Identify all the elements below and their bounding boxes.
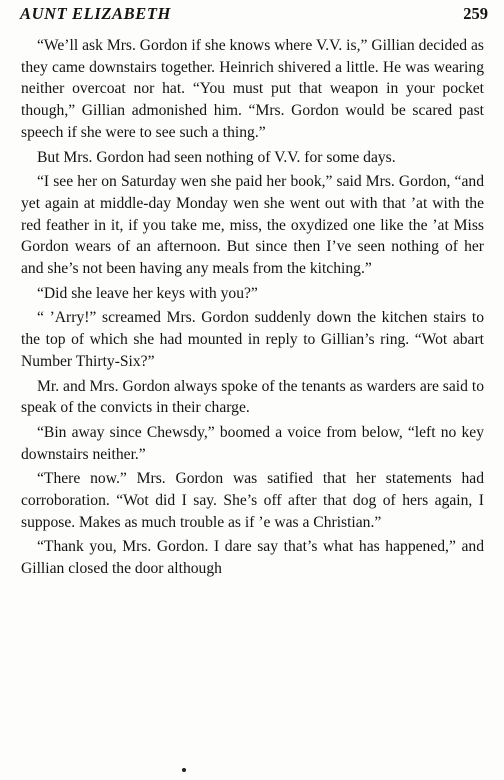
print-speck	[182, 768, 186, 772]
paragraph: “ ’Arry!” screamed Mrs. Gordon suddenly down the kitchen stairs to the top of which she had mounted in reply to Gillian’s ring. “Wot abart Number Thirty-Six?”	[21, 309, 484, 370]
paragraph: But Mrs. Gordon had seen nothing of V.V. for some days.	[37, 148, 396, 166]
paragraph: “We’ll ask Mrs. Gordon if she knows where V.V. is,” Gillian decided as they came downstairs together. Heinrich shivered a little. He was wearing neither overcoat nor hat. “You must put that weapon in your pocket though,” Gillian admonished him. “Mrs. Gordon would be scared past speech if she were to see such a thing.”	[21, 37, 484, 141]
paragraph: “Did she leave her keys with you?”	[37, 284, 258, 302]
paragraph: Mr. and Mrs. Gordon always spoke of the tenants as warders are said to speak of the convicts in their charge.	[21, 377, 484, 417]
paragraph: “Thank you, Mrs. Gordon. I dare say that’s what has happened,” and Gillian closed the door although	[21, 538, 484, 578]
page-number: 259	[463, 4, 488, 23]
paragraph: “I see her on Saturday wen she paid her book,” said Mrs. Gordon, “and yet again at middle-day Monday wen she went out with that ’at with the red feather in it, if you take me, miss, the oxydized one like the ’at Miss Gordon wears of an afternoon. But since then I’ve seen nothing of her and she’s not been having any meals from the kitching.”	[21, 173, 484, 278]
running-title: AUNT ELIZABETH	[20, 4, 171, 23]
body-text	[21, 35, 484, 583]
paragraph: “There now.” Mrs. Gordon was satified that her statements had corroboration. “Wot did I say. She’s off after that dog of hers again, I suppose. Makes as much trouble as if ’e was a Christian.”	[21, 470, 484, 531]
running-head	[20, 4, 488, 26]
paragraph: “Bin away since Chewsdy,” boomed a voice from below, “left no key downstairs neither.”	[21, 423, 484, 463]
